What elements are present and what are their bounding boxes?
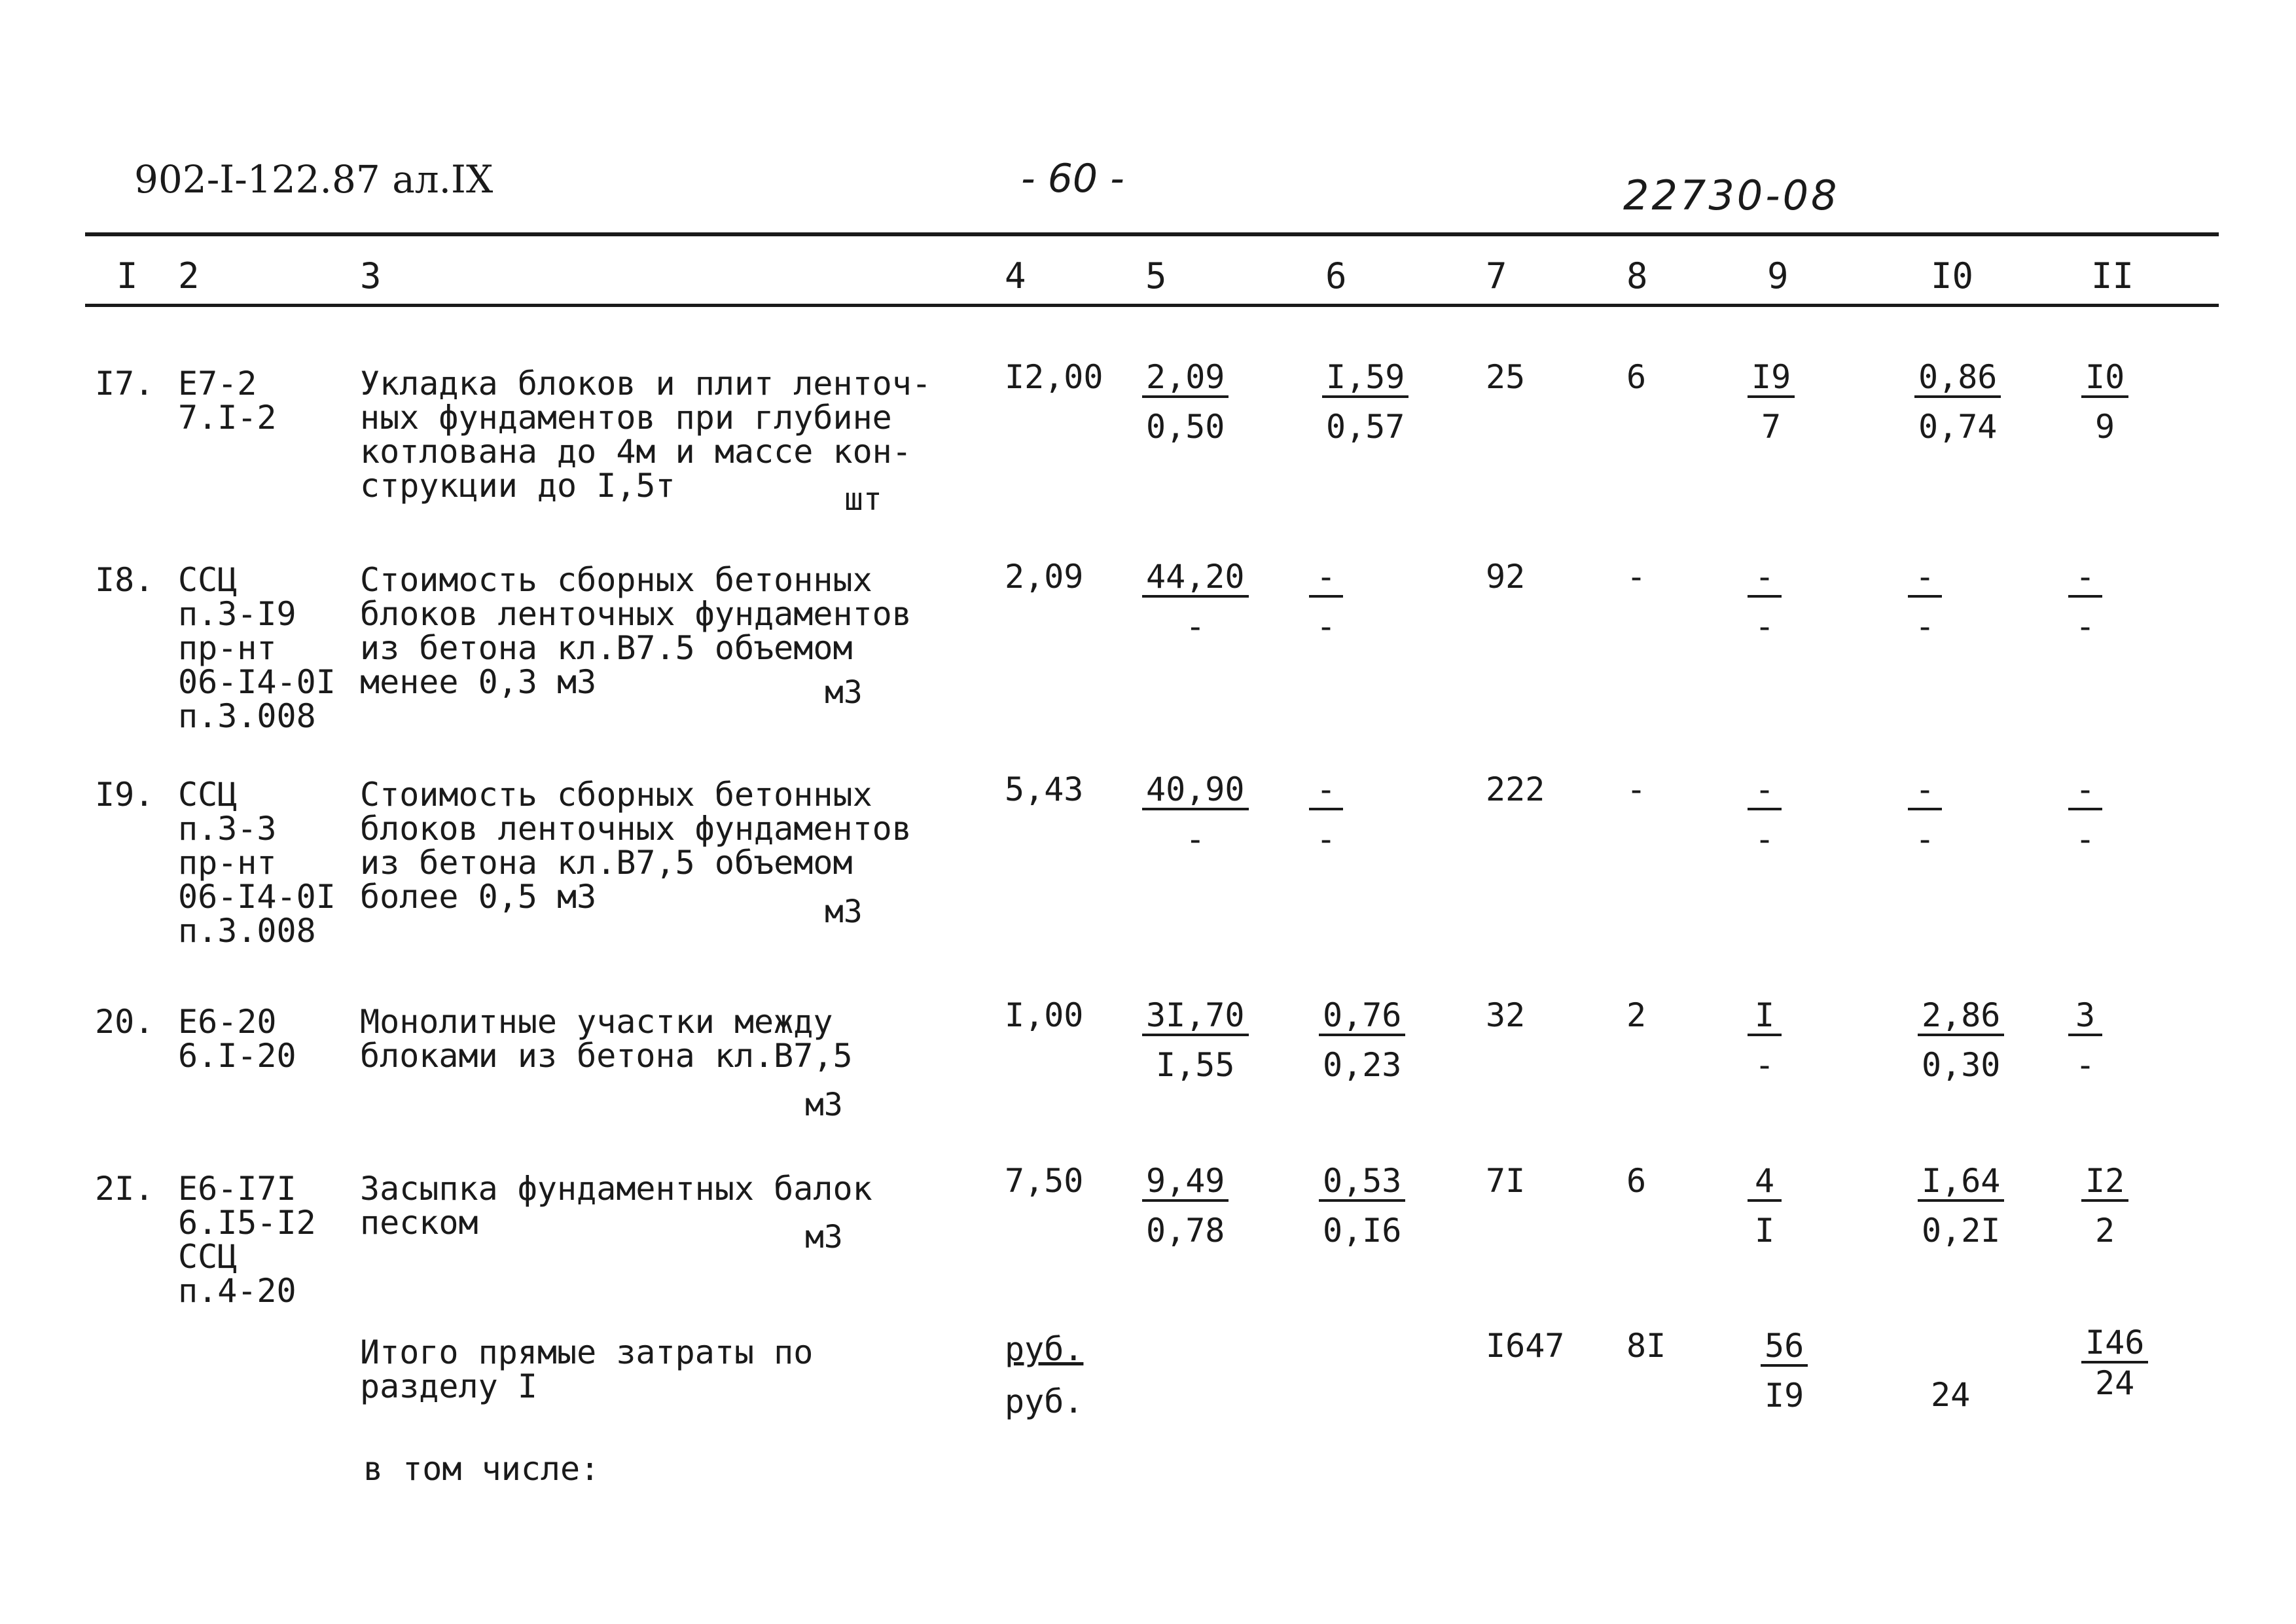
col-header-10: I0 (1931, 255, 1974, 297)
col-header-3: 3 (360, 255, 382, 297)
row-col10: - - (1908, 772, 1942, 856)
row-unit: м3 (825, 674, 863, 711)
row-col10: $\frac{0,86}{0,74}$ (1914, 360, 2001, 444)
col-header-8: 8 (1626, 255, 1648, 297)
row-col5: 44,20 - (1142, 560, 1249, 643)
row-col9: - - (1748, 772, 1782, 856)
row-col7: 32 (1486, 996, 1526, 1034)
row-col5: 40,90 - (1142, 772, 1249, 856)
project-code: 902-I-122.87 ал.IX (134, 157, 493, 202)
row-number: I7. (95, 365, 154, 403)
row-col6: $\frac{I,59}{0,57}$ (1322, 360, 1408, 444)
col-header-1: I (117, 255, 138, 297)
col-header-2: 2 (178, 255, 200, 297)
col-header-11: II (2091, 255, 2134, 297)
row-quantity: I2,00 (1005, 358, 1103, 396)
row-col5: $\frac{3I,70}{I,55}$ (1142, 998, 1249, 1082)
row-description: Укладка блоков и плит ленточ- ных фундаментов при глубине котлована до 4м и массе кон- струкции до I,5т (360, 365, 931, 505)
row-col8: 6 (1626, 1162, 1647, 1200)
row-col9: - - (1748, 560, 1782, 643)
row-col8: - (1626, 558, 1647, 596)
row-col7: 222 (1486, 770, 1545, 808)
row-col7: 7I (1486, 1162, 1526, 1200)
row-col8: 6 (1626, 358, 1647, 396)
row-col11: $\frac{I0}{9}$ (2081, 360, 2128, 444)
row-code: Е7-2 7.I-2 (178, 365, 277, 437)
totals-col11: $\frac{I46}{24}$ (2081, 1326, 2148, 1400)
row-col6: $\frac{0,76}{0,23}$ (1319, 998, 1405, 1082)
row-code: ССЦ п.3-I9 пр-нт 06-I4-0I п.3.008 (178, 561, 336, 735)
row-number: 2I. (95, 1170, 154, 1208)
row-col5: $\frac{2,09}{0,50}$ (1142, 360, 1229, 444)
row-col9: I - (1748, 998, 1782, 1082)
row-unit: м3 (805, 1219, 843, 1255)
row-code: Е6-I7I 6.I5-I2 ССЦ п.4-20 (178, 1170, 316, 1310)
top-rule (85, 232, 2219, 236)
totals-col7: I647 (1486, 1327, 1565, 1365)
row-unit: м3 (805, 1087, 843, 1123)
totals-col10: 24 (1931, 1376, 1971, 1414)
row-col7: 25 (1486, 358, 1526, 396)
row-code: Е6-20 6.I-20 (178, 1003, 296, 1075)
row-description: Засыпка фундаментных балок песком (360, 1170, 872, 1242)
col-header-7: 7 (1486, 255, 1507, 297)
document-number: 22730-08 (1623, 171, 1840, 219)
col-header-9: 9 (1767, 255, 1789, 297)
row-col5: $\frac{9,49}{0,78}$ (1142, 1164, 1229, 1248)
row-col8: - (1626, 770, 1647, 808)
col-header-6: 6 (1325, 255, 1347, 297)
row-col9: $\frac{4}{I}$ (1748, 1164, 1782, 1248)
row-description: Монолитные участки между блоками из бетона кл.В7,5 (360, 1003, 853, 1075)
row-description: Стоимость сборных бетонных блоков ленточных фундаментов из бетона кл.В7.5 объемом менее 0,3 м3 (360, 561, 912, 701)
row-unit: шт (844, 481, 882, 518)
row-col11: $\frac{I2}{2}$ (2081, 1164, 2128, 1248)
row-quantity: 7,50 (1005, 1162, 1084, 1200)
row-number: 20. (95, 1003, 154, 1041)
including-label: в том числе: (363, 1450, 600, 1488)
col-header-4: 4 (1005, 255, 1026, 297)
row-col10: $\frac{2,86}{0,30}$ (1918, 998, 2004, 1082)
totals-col9: $\frac{56}{I9}$ (1761, 1329, 1808, 1413)
row-col8: 2 (1626, 996, 1647, 1034)
page-number: - 60 - (1021, 156, 1124, 202)
row-code: ССЦ п.3-3 пр-нт 06-I4-0I п.3.008 (178, 776, 336, 950)
row-quantity: I,00 (1005, 996, 1084, 1034)
row-number: I9. (95, 776, 154, 814)
col-header-5: 5 (1145, 255, 1167, 297)
row-col6: $\frac{0,53}{0,I6}$ (1319, 1164, 1405, 1248)
row-col11: - - (2068, 560, 2102, 643)
row-col6: - - (1309, 772, 1343, 856)
header-rule (85, 304, 2219, 307)
row-col7: 92 (1486, 558, 1526, 596)
row-quantity: 2,09 (1005, 558, 1084, 596)
row-col9: $\frac{I9}{7}$ (1748, 360, 1795, 444)
totals-col8: 8I (1626, 1327, 1666, 1365)
row-quantity: 5,43 (1005, 770, 1084, 808)
row-col10: - - (1908, 560, 1942, 643)
totals-unit-top: руб. (1005, 1330, 1084, 1368)
row-col6: - - (1309, 560, 1343, 643)
row-col10: $\frac{I,64}{0,2I}$ (1918, 1164, 2004, 1248)
totals-unit-bottom: руб. (1005, 1382, 1084, 1420)
row-col11: 3 - (2068, 998, 2102, 1082)
row-col11: - - (2068, 772, 2102, 856)
row-description: Стоимость сборных бетонных блоков ленточных фундаментов из бетона кл.В7,5 объемом более 0,5 м3 (360, 776, 912, 916)
row-number: I8. (95, 561, 154, 599)
row-unit: м3 (825, 893, 863, 930)
totals-label: Итого прямые затраты по разделу I (360, 1333, 814, 1405)
